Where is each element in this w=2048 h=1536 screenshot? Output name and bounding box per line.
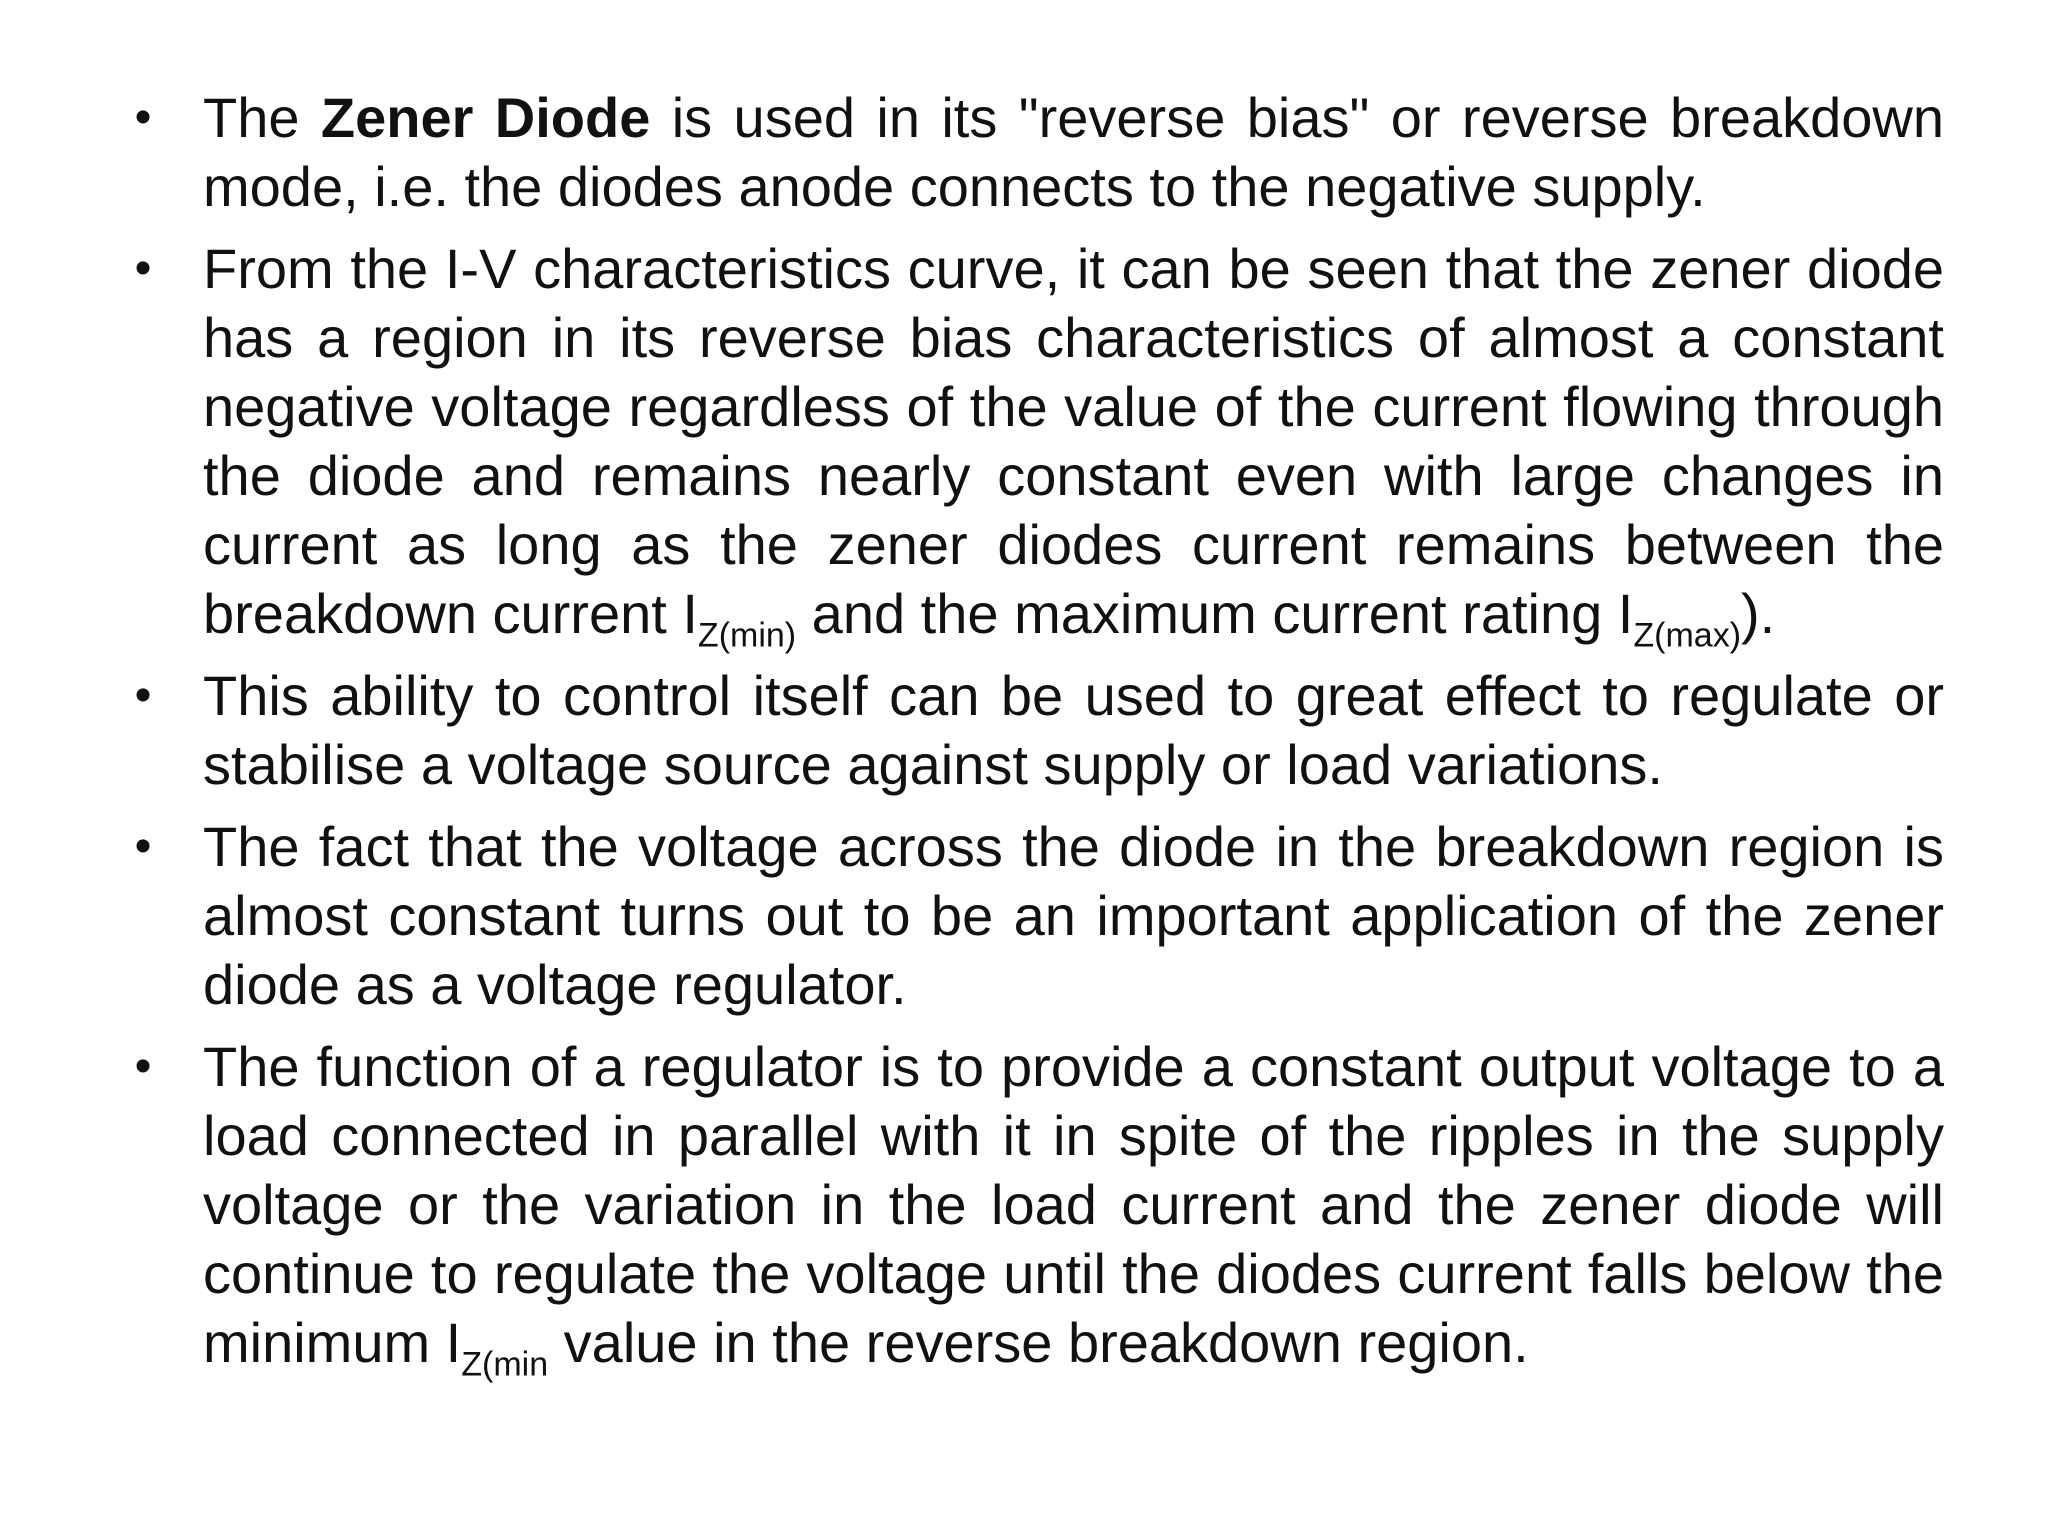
bullet-item-2 [134,234,1944,655]
bullet-item-5 [134,1032,1944,1384]
bullet-2-subscript-2: Z(max) [1633,616,1742,655]
bullet-3-text: This ability to control itself can be used to great effect to regulate or stabilise a voltage source against supply or load variations. [203,664,1944,796]
bullet-dot-icon: • [134,91,152,144]
bullet-2-text-3: ). [1741,582,1776,645]
bullet-4-text: The fact that the voltage across the diode in the breakdown region is almost constant turns out to be an important application of the zener diode as a voltage regulator. [203,815,1944,1016]
bullet-2-subscript-1: Z(min) [697,616,797,655]
bullet-dot-icon: • [134,669,152,722]
bullet-2-text-2: and the maximum current rating I [796,582,1634,645]
bullet-5-subscript-1: Z(min [461,1345,549,1384]
bullet-5-text-2: value in the reverse breakdown region. [548,1311,1529,1374]
bullet-list [134,83,1944,1390]
bullet-1-text-pre: The [203,86,321,149]
bullet-5-text-1: The function of a regulator is to provide a constant output voltage to a load connected in parallel with it in spite of the ripples in the supply voltage or the variation in the load current and the zener diode will continue to regulate the voltage until the diodes current falls below the minimum I [203,1035,1944,1374]
bullet-item-4 [134,812,1944,1019]
bullet-item-1 [134,83,1944,221]
bullet-dot-icon: • [134,1040,152,1093]
bullet-1-bold-term: Zener Diode [320,86,651,149]
bullet-dot-icon: • [134,820,152,873]
bullet-1-text-post: is used in its "reverse bias" or reverse breakdown mode, i.e. the diodes anode connects to the negative supply. [203,86,1944,218]
bullet-dot-icon: • [134,242,152,295]
bullet-item-3 [134,661,1944,799]
bullet-2-text-1: From the I-V characteristics curve, it can be seen that the zener diode has a region in its reverse bias characteristics of almost a constant negative voltage regardless of the value of the current flowing through the diode and remains nearly constant even with large changes in current as long as the zener diodes current remains between the breakdown current I [203,237,1944,645]
